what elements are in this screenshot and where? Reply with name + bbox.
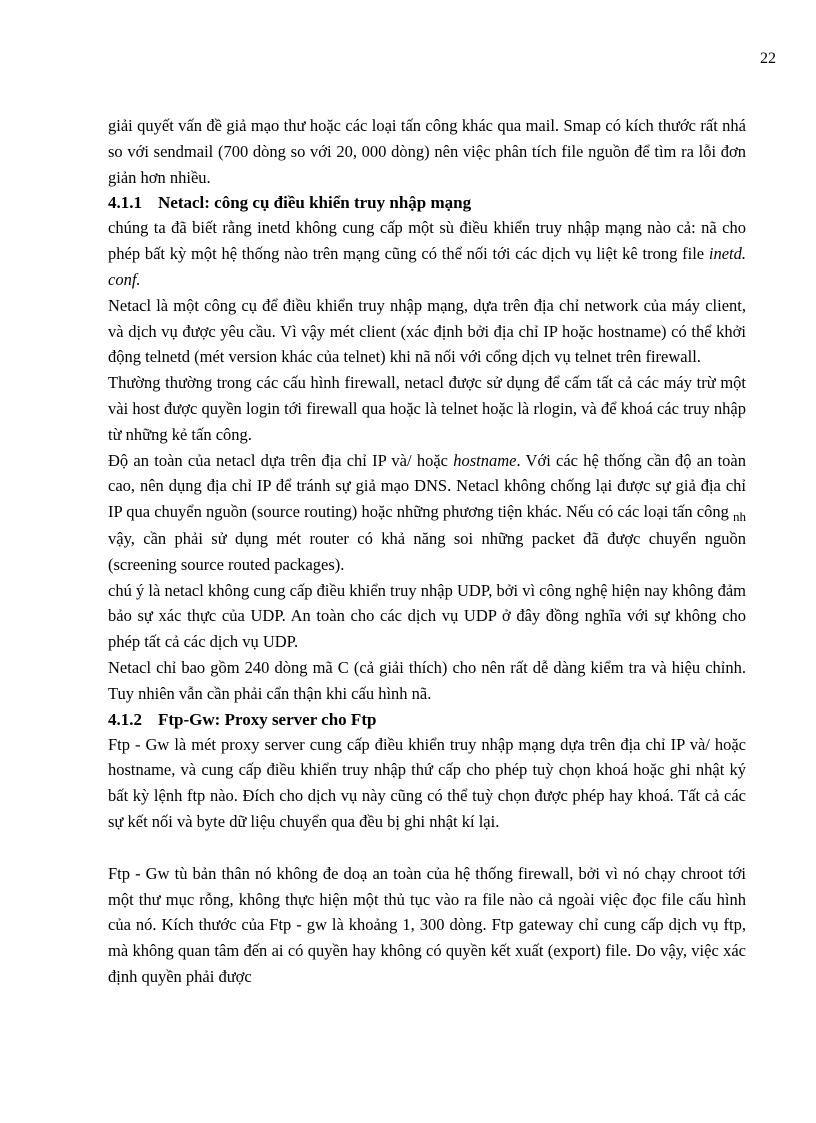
paragraph: Ftp - Gw là mét proxy server cung cấp điều khiển truy nhập mạng dựa trên địa chỉ IP và/ hoặc hostname, và cung cấp điều khiển truy nhập thứ cấp cho phép tuỳ chọn khoá hoặc ghi nhật ký bất kỳ lệnh ftp nào. Đích cho dịch vụ này cũng có thể tuỳ chọn được phép hay khoá. Tất cả các sự kết nối và byte dữ liệu chuyển qua đều bị ghi nhật kí lại. <box>108 734 746 831</box>
paragraph: giải quyết vấn đề giả mạo thư hoặc các loại tấn công khác qua mail. Smap có kích thước rất nhá so với sendmail (700 dòng so với 20, 000 dòng) nên việc phân tích file nguồn để tìm ra lỗi đơn giản hơn nhiều. <box>108 116 746 187</box>
page-number: 22 <box>760 50 776 67</box>
paragraph: chúng ta đã biết rằng inetd không cung cấp một sù điều khiển truy nhập mạng nào cả: nã cho phép bất kỳ một hệ thống nào trên mạng cũng có thể nối tới các dịch vụ liệt kê trong file inetd. conf. <box>108 218 746 289</box>
paragraph-gap <box>108 835 746 861</box>
paragraph: Độ an toàn của netacl dựa trên địa chỉ IP và/ hoặc hostname. Với các hệ thống cần độ an toàn cao, nên dụng địa chỉ IP để tránh sự giả mạo DNS. Netacl không chống lại được sự giả địa chỉ IP qua chuyển nguồn (source routing) hoặc những phương tiện khác. Nếu có các loại tấn công $_{nh}$ vậy, cần phải sử dụng mét router có khả năng soi những packet đã được chuyển nguồn (screening source routed packages). <box>108 450 747 574</box>
italic-term: hostname <box>453 450 517 470</box>
document-body <box>108 113 746 990</box>
paragraph: Ftp - Gw tù bản thân nó không đe doạ an toàn của hệ thống firewall, bởi vì nó chạy chroot tới một thư mục rỗng, không thực hiện một thủ tục vào ra file nào cả ngoài việc đọc file cấu hình của nó. Kích thước của Ftp - gw là khoảng 1, 300 dòng. Ftp gateway chỉ cung cấp dịch vụ ftp, mà không quan tâm đến ai có quyền hay không có quyền kết xuất (export) file. Do vậy, việc xác định quyền phải được <box>108 863 746 986</box>
section-heading <box>108 190 746 215</box>
paragraph: Thường thường trong các cấu hình firewall, netacl được sử dụng để cấm tất cả các máy trừ một vài host được quyền login tới firewall qua hoặc là telnet hoặc là rlogin, và để khoá các truy nhập từ những kẻ tấn công. <box>108 373 746 444</box>
section-title: Netacl: công cụ điều khiển truy nhập mạng <box>158 193 472 213</box>
section-number: 4.1.1 <box>108 193 142 213</box>
paragraph: Netacl chỉ bao gồm 240 dòng mã C (cả giải thích) cho nên rất dễ dàng kiểm tra và hiệu chỉnh. Tuy nhiên vẫn cần phải cẩn thận khi cấu hình nã. <box>108 657 746 703</box>
subscript-fragment: nh <box>733 509 746 525</box>
italic-filename: inetd. conf. <box>108 244 746 289</box>
section-title: Ftp-Gw: Proxy server cho Ftp <box>158 709 377 729</box>
paragraph: Netacl là một công cụ để điều khiển truy nhập mạng, dựa trên địa chỉ network của máy client, và dịch vụ được yêu cầu. Vì vậy mét client (xác định bởi địa chỉ IP hoặc hostname) có thể khởi động telnetd (mét version khác của telnet) khi nã nối với cổng dịch vụ telnet trên firewall. <box>108 295 746 367</box>
paragraph: chú ý là netacl không cung cấp điều khiển truy nhập UDP, bởi vì công nghệ hiện nay không đảm bảo sự xác thực của UDP. An toàn cho các dịch vụ UDP ở đây đồng nghĩa với sự không cho phép tất cả các dịch vụ UDP. <box>108 580 746 652</box>
section-number: 4.1.2 <box>108 709 142 729</box>
section-heading <box>108 707 746 732</box>
